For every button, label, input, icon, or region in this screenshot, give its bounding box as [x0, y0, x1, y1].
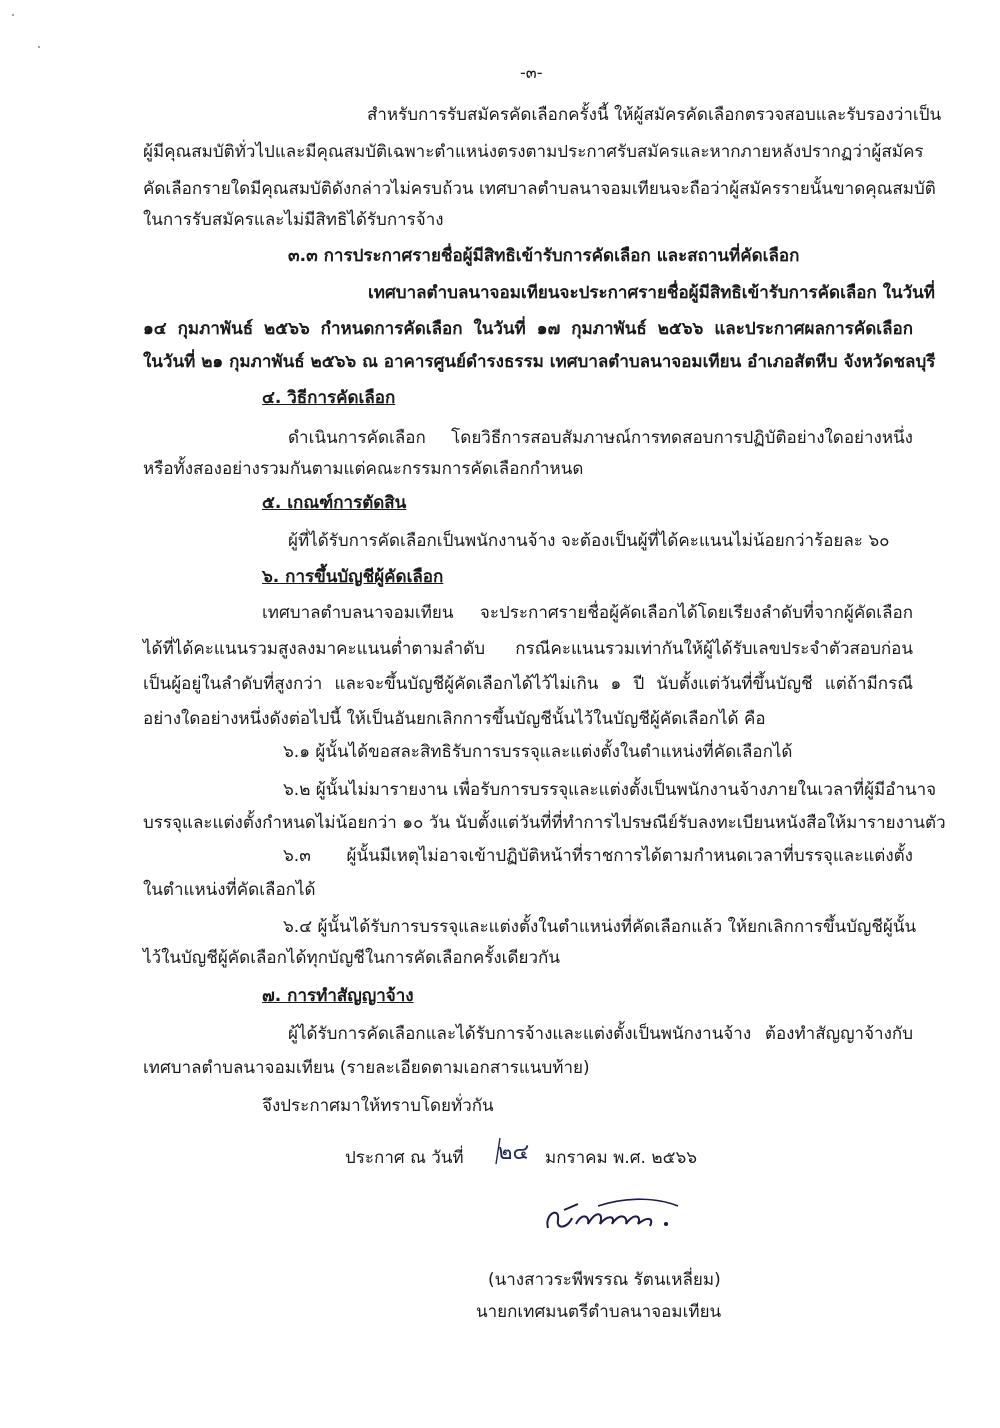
section-7-line: เทศบาลตำบลนาจอมเทียน (รายละเอียดตามเอกสารแนบท้าย): [143, 1058, 590, 1078]
section-6-item: ไว้ในบัญชีผู้คัดเลือกได้ทุกบัญชีในการคัดเลือกครั้งเดียวกัน: [143, 948, 560, 968]
section-6-item: บรรจุและแต่งตั้งกำหนดไม่น้อยกว่า ๑๐ วัน นับตั้งแต่วันที่ที่ทำการไปรษณีย์รับลงทะเบียนหนังสือให้มารายงานตัว: [143, 813, 946, 833]
section-7-heading: ๗. การทำสัญญาจ้าง: [262, 986, 414, 1006]
intro-line-1: สำหรับการรับสมัครคัดเลือกครั้งนี้ ให้ผู้สมัครคัดเลือกตรวจสอบและรับรองว่าเป็น: [367, 105, 942, 125]
section-6-item: ๖.๔ ผู้นั้นได้รับการบรรจุและแต่งตั้งในตำแหน่งที่คัดเลือกแล้ว ให้ยกเลิกการขึ้นบัญชีผู้นั้น: [283, 917, 917, 937]
announcement-date-day: ๒๔: [498, 1140, 530, 1165]
signatory-name: (นางสาวระพีพรรณ รัตนเหลี่ยม): [488, 1270, 721, 1290]
section-6-item: ๖.๑ ผู้นั้นได้ขอสละสิทธิรับการบรรจุและแต่งตั้งในตำแหน่งที่คัดเลือกได้: [283, 742, 793, 762]
scan-speck: [12, 14, 14, 16]
page-number: -๓-: [520, 63, 543, 82]
handwritten-day-stroke: [488, 1134, 536, 1170]
signature-mark: [538, 1190, 688, 1240]
section-6-heading: ๖. การขึ้นบัญชีผู้คัดเลือก: [262, 567, 444, 587]
section-3-3-heading: ๓.๓ การประกาศรายชื่อผู้มีสิทธิเข้ารับการคัดเลือก และสถานที่คัดเลือก: [288, 246, 800, 266]
section-6-line: เทศบาลตำบลนาจอมเทียน จะประกาศรายชื่อผู้คัดเลือกได้โดยเรียงลำดับที่จากผู้คัดเลือก: [262, 603, 913, 623]
section-4-line: ดำเนินการคัดเลือก โดยวิธีการสอบสัมภาษณ์การทดสอบการปฏิบัติอย่างใดอย่างหนึ่ง: [288, 428, 913, 448]
section-5-heading: ๕. เกณฑ์การตัดสิน: [262, 493, 407, 513]
intro-line-3: คัดเลือกรายใดมีคุณสมบัติดังกล่าวไม่ครบถ้วน เทศบาลตำบลนาจอมเทียนจะถือว่าผู้สมัครรายนั้นขาดคุณสมบัติ: [143, 179, 936, 199]
intro-line-4: ในการรับสมัครและไม่มีสิทธิได้รับการจ้าง: [143, 210, 444, 230]
section-3-3-line: ๑๔ กุมภาพันธ์ ๒๕๖๖ กำหนดการคัดเลือก ในวันที่ ๑๗ กุมภาพันธ์ ๒๕๖๖ และประกาศผลการคัดเลือก: [143, 319, 913, 339]
section-4-line: หรือทั้งสองอย่างรวมกันตามแต่คณะกรรมการคัดเลือกกำหนด: [143, 459, 584, 479]
section-6-line: อย่างใดอย่างหนึ่งดังต่อไปนี้ ให้เป็นอันยกเลิกการขึ้นบัญชีนั้นไว้ในบัญชีผู้คัดเลือกได้ คือ: [143, 709, 766, 729]
section-6-item: ในตำแหน่งที่คัดเลือกได้: [143, 880, 316, 900]
section-4-heading: ๔. วิธีการคัดเลือก: [262, 388, 396, 408]
scan-speck: [38, 46, 40, 48]
section-6-item: ๖.๓ ผู้นั้นมีเหตุไม่อาจเข้าปฏิบัติหน้าที่ราชการได้ตามกำหนดเวลาที่บรรจุและแต่งตั้ง: [283, 846, 913, 866]
section-3-3-line: เทศบาลตำบลนาจอมเทียนจะประกาศรายชื่อผู้มีสิทธิเข้ารับการคัดเลือก ในวันที่: [368, 283, 936, 303]
section-6-item: ๖.๒ ผู้นั้นไม่มารายงาน เพื่อรับการบรรจุและแต่งตั้งเป็นพนักงานจ้างภายในเวลาที่ผู้มีอำนาจ: [283, 780, 937, 800]
signatory-title: นายกเทศมนตรีตำบลนาจอมเทียน: [476, 1302, 722, 1322]
section-7-line: ผู้ได้รับการคัดเลือกและได้รับการจ้างและแต่งตั้งเป็นพนักงานจ้าง ต้องทำสัญญาจ้างกับ: [288, 1024, 913, 1044]
section-3-3-line: ในวันที่ ๒๑ กุมภาพันธ์ ๒๕๖๖ ณ อาคารศูนย์ดำรงธรรม เทศบาลตำบลนาจอมเทียน อำเภอสัตหีบ จังหวัดชลบุรี: [143, 352, 936, 372]
intro-line-2: ผู้มีคุณสมบัติทั่วไปและมีคุณสมบัติเฉพาะตำแหน่งตรงตามประกาศรับสมัครและหากภายหลังปรากฏว่าผู้สมัคร: [143, 142, 924, 162]
closing-statement: จึงประกาศมาให้ทราบโดยทั่วกัน: [262, 1096, 494, 1116]
section-6-line: ได้ที่ได้คะแนนรวมสูงลงมาคะแนนต่ำตามลำดับ กรณีคะแนนรวมเท่ากันให้ผู้ได้รับเลขประจำตัวสอบก่อน: [143, 639, 913, 659]
section-6-line: เป็นผู้อยู่ในลำดับที่สูงกว่า และจะขึ้นบัญชีผู้คัดเลือกได้ไว้ไม่เกิน ๑ ปี นับตั้งแต่วันที่ขึ้นบัญชี แต่ถ้ามีกรณี: [143, 674, 913, 694]
announcement-date-prefix: ประกาศ ณ วันที่: [345, 1148, 464, 1168]
announcement-date-suffix: มกราคม พ.ศ. ๒๕๖๖: [545, 1148, 698, 1168]
section-5-line: ผู้ที่ได้รับการคัดเลือกเป็นพนักงานจ้าง จะต้องเป็นผู้ที่ได้คะแนนไม่น้อยกว่าร้อยละ ๖๐: [288, 531, 890, 551]
